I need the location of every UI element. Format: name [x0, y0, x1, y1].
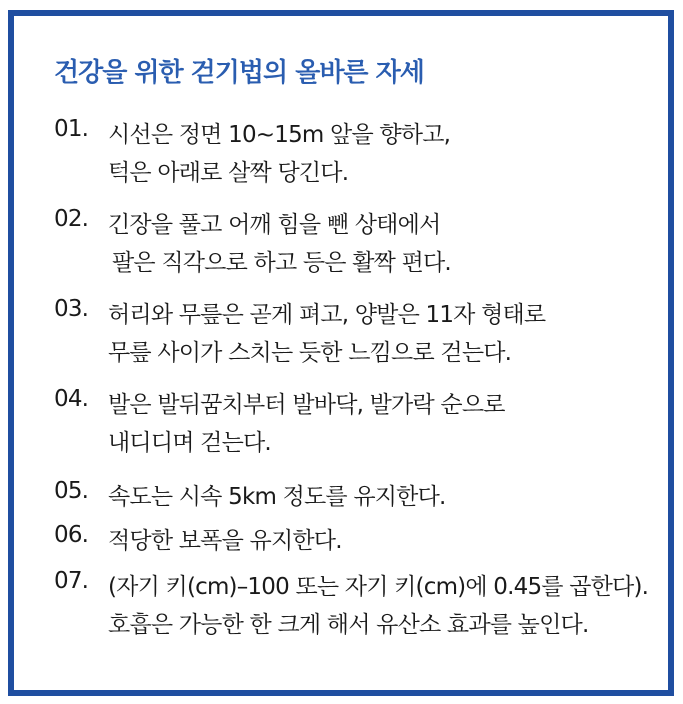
item-number: 06.: [54, 522, 89, 548]
box-title: 건강을 위한 걷기법의 올바른 자세: [54, 58, 424, 88]
item-number: 07.: [54, 568, 89, 594]
item-text: 적당한 보폭을 유지한다.: [108, 528, 342, 554]
list-item: [54, 116, 654, 192]
item-number: 04.: [54, 386, 89, 412]
item-number: 05.: [54, 478, 89, 504]
item-text: 시선은 정면 10~15m 앞을 향하고,: [108, 122, 451, 148]
item-text: 팔은 직각으로 하고 등은 활짝 편다.: [112, 250, 451, 276]
item-text: 긴장을 풀고 어깨 힘을 뺀 상태에서: [108, 212, 441, 238]
item-number: 03.: [54, 296, 89, 322]
item-text: 턱은 아래로 살짝 당긴다.: [108, 160, 349, 186]
info-box: [8, 10, 674, 696]
item-text: 내디디며 걷는다.: [108, 430, 271, 456]
list-item: [54, 206, 654, 282]
item-text: 허리와 무릎은 곧게 펴고, 양발은 11자 형태로: [108, 302, 546, 328]
list-item: [54, 296, 654, 372]
list-item: [54, 568, 654, 644]
item-text: 호흡은 가능한 한 크게 해서 유산소 효과를 높인다.: [108, 612, 589, 638]
item-text: (자기 키(cm)–100 또는 자기 키(cm)에 0.45를 곱한다).: [108, 574, 649, 600]
item-number: 02.: [54, 206, 89, 232]
item-text: 무릎 사이가 스치는 듯한 느낌으로 걷는다.: [108, 340, 512, 366]
list-item: [54, 386, 654, 462]
item-text: 속도는 시속 5km 정도를 유지한다.: [108, 484, 446, 510]
item-text: 발은 발뒤꿈치부터 발바닥, 발가락 순으로: [108, 392, 505, 418]
item-number: 01.: [54, 116, 89, 142]
list-item: [54, 478, 654, 516]
list-item: [54, 522, 654, 560]
